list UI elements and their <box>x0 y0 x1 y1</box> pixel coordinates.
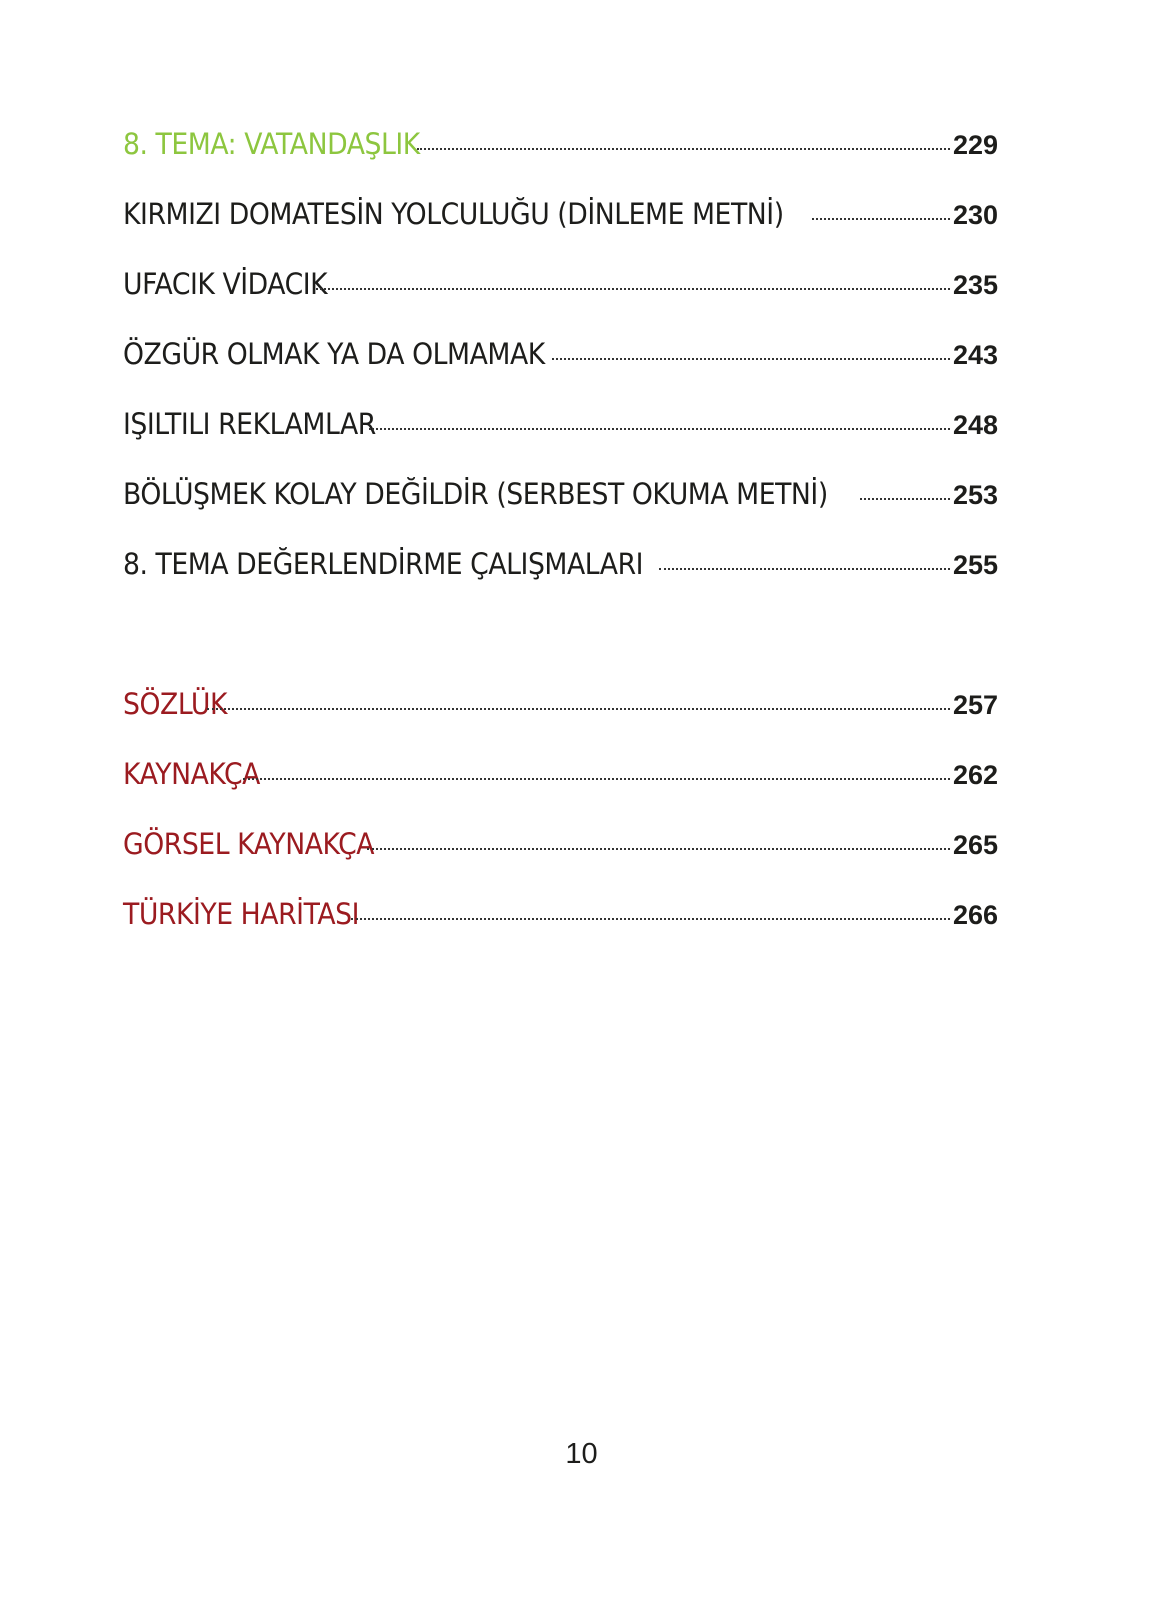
toc-entry-page: 243 <box>952 340 998 370</box>
dot-leader <box>417 148 950 150</box>
dot-leader <box>860 498 950 500</box>
toc-entry-title: SÖZLÜK <box>123 687 228 721</box>
toc-entry-title: BÖLÜŞMEK KOLAY DEĞİLDİR (SERBEST OKUMA METNİ) <box>123 477 828 511</box>
dot-leader <box>316 288 950 290</box>
toc-entry-page: 266 <box>952 900 998 930</box>
dot-leader <box>369 428 950 430</box>
toc-entry-map[interactable] <box>123 888 998 958</box>
dot-leader <box>351 918 950 920</box>
toc-entry[interactable] <box>123 188 998 258</box>
toc-entry-glossary[interactable] <box>123 678 998 748</box>
toc-entry-page: 255 <box>952 550 998 580</box>
toc-entry-page: 253 <box>952 480 998 510</box>
dot-leader <box>207 708 950 710</box>
toc-entry-title: GÖRSEL KAYNAKÇA <box>123 827 375 861</box>
back-matter-section <box>123 678 998 958</box>
toc-entry-page: 229 <box>952 130 998 160</box>
dot-leader <box>812 218 950 220</box>
toc-entry[interactable] <box>123 258 998 328</box>
toc-entry-title: 8. TEMA DEĞERLENDİRME ÇALIŞMALARI <box>123 547 644 581</box>
dot-leader <box>367 848 950 850</box>
toc-entry-image-credits[interactable] <box>123 818 998 888</box>
toc-entry-title: KIRMIZI DOMATESİN YOLCULUĞU (DİNLEME METNİ) <box>123 197 784 231</box>
toc-entry-page: 265 <box>952 830 998 860</box>
toc-entry-page: 230 <box>952 200 998 230</box>
toc-entry[interactable] <box>123 328 998 398</box>
toc-entry-page: 262 <box>952 760 998 790</box>
toc-entry[interactable] <box>123 398 998 468</box>
toc-entry-bibliography[interactable] <box>123 748 998 818</box>
toc-entry-page: 235 <box>952 270 998 300</box>
theme-section <box>123 118 998 608</box>
toc-entry-title: KAYNAKÇA <box>123 757 260 791</box>
toc-entry-title: 8. TEMA: VATANDAŞLIK <box>123 127 420 161</box>
toc-entry[interactable] <box>123 538 998 608</box>
dot-leader <box>552 358 949 360</box>
toc-entry-title: UFACIK VİDACIK <box>123 267 328 301</box>
toc-entry-page: 257 <box>952 690 998 720</box>
toc-entry-page: 248 <box>952 410 998 440</box>
dot-leader <box>659 568 950 570</box>
toc-entry[interactable] <box>123 468 998 538</box>
table-of-contents <box>123 118 998 958</box>
page-number: 10 <box>565 1438 598 1470</box>
toc-entry-title: ÖZGÜR OLMAK YA DA OLMAMAK <box>123 337 545 371</box>
dot-leader <box>243 778 950 780</box>
toc-entry-title: TÜRKİYE HARİTASI <box>123 897 360 931</box>
toc-entry-theme-heading[interactable] <box>123 118 998 188</box>
toc-entry-title: IŞILTILI REKLAMLAR <box>123 407 376 441</box>
